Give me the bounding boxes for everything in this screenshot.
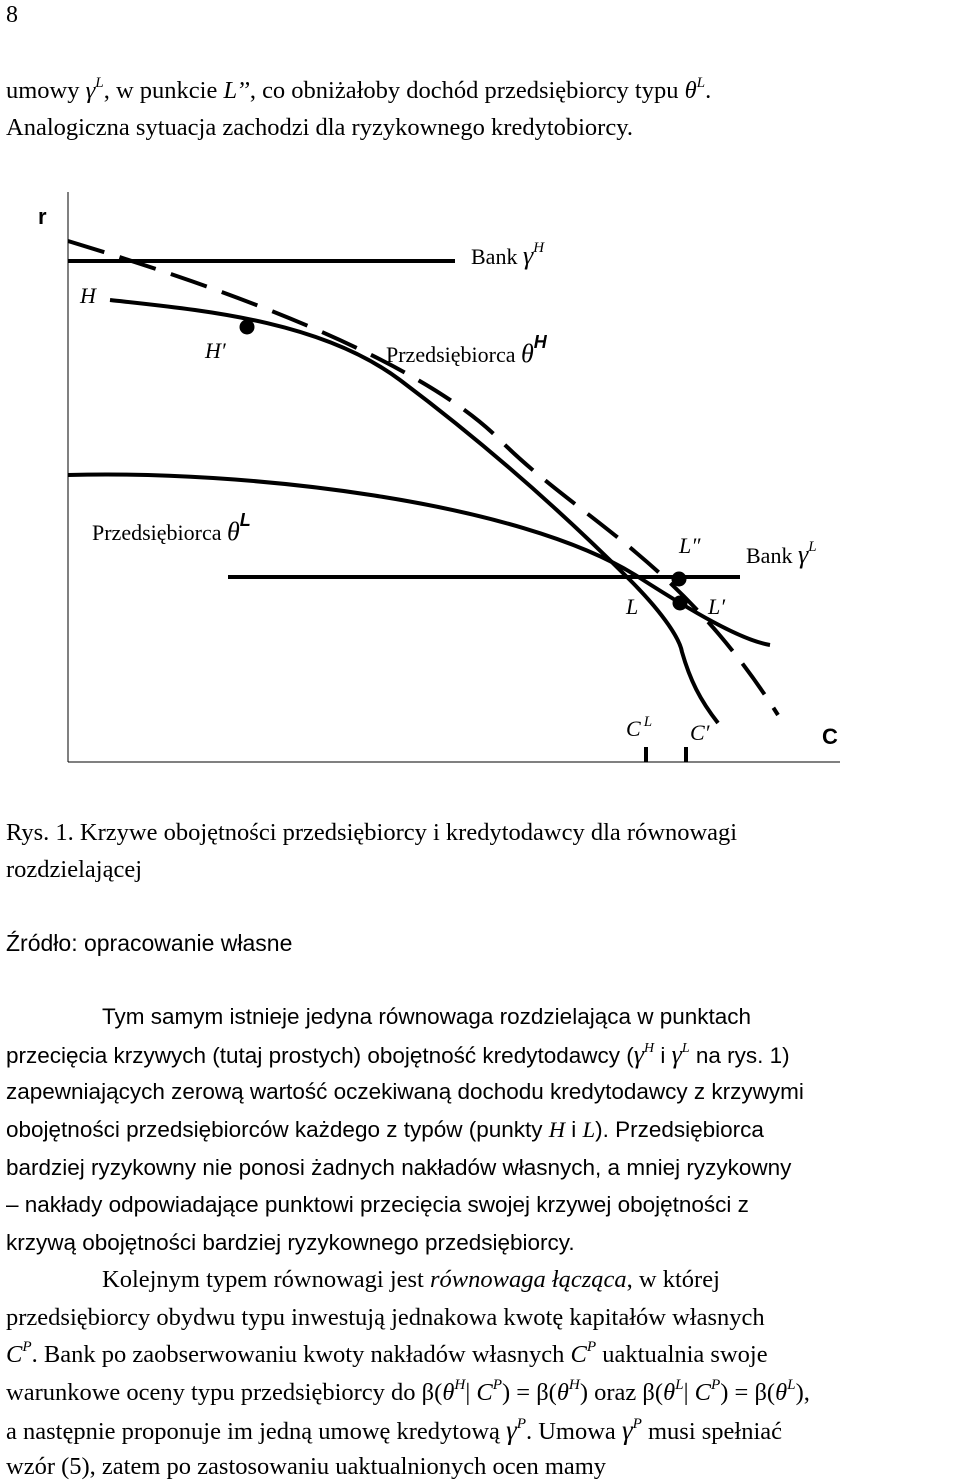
point-h-label: H (80, 283, 96, 308)
point-l-double-prime-label: L″ (679, 533, 701, 558)
body-p2-line-3: $C^P$. Bank po zaobserwowaniu kwoty nakładów własnych $C^P$ uaktualnia swoje (6, 1337, 768, 1368)
figure-caption-line-2: rozdzielającej (6, 856, 143, 883)
body-p1-line-7: krzywą obojętności bardziej ryzykownego przedsiębiorcy. (6, 1230, 575, 1255)
tick-cl-label: C $^L$ (626, 714, 653, 741)
body-p1-line-3: zapewniających zerową wartość oczekiwaną dochodu kredytodawcy z krzywymi (6, 1079, 804, 1104)
point-l-label: L (626, 594, 639, 619)
point-l-prime-label: L′ (708, 594, 726, 619)
intro-line-2: Analogiczna sytuacja zachodzi dla ryzykownego kredytobiorcy. (6, 114, 633, 141)
body-p1-line-2: przecięcia krzywych (tutaj prostych) obojętność kredytodawcy ($\gamma^H$ i $\gamma^L$ na rys. 1) (6, 1040, 790, 1069)
body-p1-line-5: bardziej ryzykowny nie ponosi żadnych nakładów własnych, a mniej ryzykowny (6, 1155, 792, 1180)
body-p2-line-2: przedsiębiorcy obydwu typu inwestują jednakowa kwotę kapitałów własnych (6, 1304, 765, 1331)
entrepreneur-theta-h-label: Przedsiębiorca $\theta^H$ (386, 332, 547, 368)
bank-gamma-l-label: Bank $\gamma^L$ (746, 539, 817, 569)
figure-caption-line-1: Rys. 1. Krzywe obojętności przedsiębiorcy i kredytodawcy dla równowagi (6, 819, 738, 846)
body-p2-line-4: warunkowe oceny typu przedsiębiorcy do $\beta(\theta^H|$ $C^P) = \beta(\theta^H)$ oraz $\beta(\theta^L|$ $C^P) = \beta(\theta^L)$, (6, 1375, 810, 1406)
body-p1-line-1: Tym samym istnieje jedyna równowaga rozdzielająca w punktach (102, 1004, 752, 1029)
body-p2-line-6: wzór (5), zatem po zastosowaniu uaktualnionych ocen mamy (6, 1453, 607, 1480)
gamma-symbol: γ (85, 77, 96, 104)
theta-symbol: θ (684, 77, 697, 104)
x-axis-label: C (822, 724, 838, 749)
point-l-prime-dot (673, 596, 688, 611)
y-axis-label: r (38, 204, 47, 229)
body-p1-line-4: obojętności przedsiębiorców każdego z typów (punkty H i L). Przedsiębiorca (6, 1117, 764, 1142)
bank-gamma-h-label: Bank $\gamma^H$ (471, 240, 545, 270)
point-l-double-prime-dot (672, 572, 687, 587)
page-number: 8 (6, 2, 18, 28)
body-p2-line-1: Kolejnym typem równowagi jest równowaga łącząca, w której (102, 1266, 720, 1293)
tick-c-prime-label: C′ (690, 720, 710, 745)
point-h-prime-label: H′ (205, 338, 226, 363)
entrepreneur-theta-h-curve (68, 241, 778, 715)
intro-line-1: umowy $\gamma^L$, w punkcie L’’, co obniżałoby dochód przedsiębiorcy typu $\theta^L$. (6, 73, 712, 104)
point-h-prime-dot (240, 320, 255, 335)
body-p1-line-6: – nakłady odpowiadające punktowi przecięcia swojej krzywej obojętności z (6, 1192, 749, 1217)
indifference-curves-figure (0, 180, 960, 780)
body-p2-line-5: a następnie proponuje im jedną umowę kredytową $\gamma^P$. Umowa $\gamma^P$ musi spełniać (6, 1414, 783, 1445)
entrepreneur-theta-l-label: Przedsiębiorca $\theta^L$ (92, 510, 251, 546)
figure-source: Źródło: opracowanie własne (6, 930, 293, 956)
